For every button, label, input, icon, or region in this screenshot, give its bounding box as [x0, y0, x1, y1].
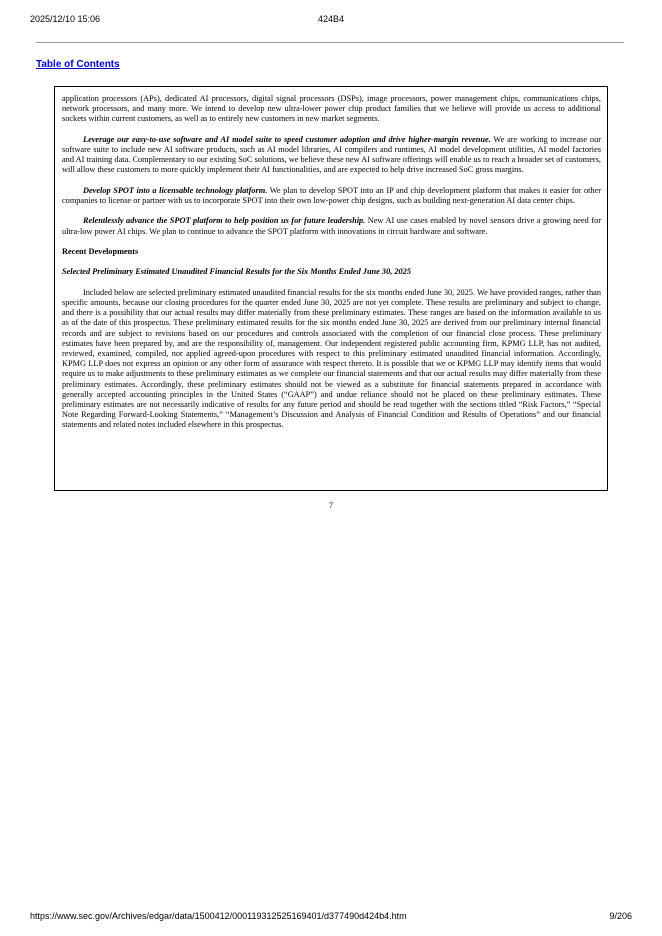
paragraph-spot-licensing [62, 186, 601, 206]
paragraph-software-strategy [62, 135, 601, 176]
strategy-lead-software: Leverage our easy-to-use software and AI model suite to speed customer adoption and drive higher-margin revenue. [83, 134, 491, 144]
paragraph-preliminary-results: Included below are selected preliminary estimated unaudited financial results for the six months ended June 30, 2025. We have provided ranges, rather than specific amounts, because our closing procedures for the quarter ended June 30, 2025 are not yet complete. These results are preliminary and subject to change, and there is a possibility that our actual results may differ materially from these preliminary estimates. These ranges are based on the information available to us as of the date of this prospectus. These preliminary estimated results for the six months ended June 30, 2025 are derived from our preliminary internal financial records and are subject to revisions based on our procedures and controls associated with the completion of our financial close process. These preliminary estimates have been prepared by, and are the responsibility of, management. Our independent registered public accounting firm, KPMG LLP, has not audited, reviewed, examined, compiled, nor applied agreed-upon procedures with respect to this preliminary estimated unaudited financial information. Accordingly, KPMG LLP does not express an opinion or any other form of assurance with respect thereto. It is possible that we or KPMG LLP may identify items that would require us to make adjustments to these preliminary estimates as we complete our financial statements and that our actual results may differ materially from these preliminary estimates. Accordingly, these preliminary estimates should not be viewed as a substitute for financial statements prepared in accordance with generally accepted accounting principles in the United States (“GAAP”) and undue reliance should not be placed on these preliminary estimates. These preliminary estimates are not necessarily indicative of results for any future period and should be read together with the sections titled “Risk Factors,” “Special Note Regarding Forward-Looking Statements,” “Management’s Discussion and Analysis of Financial Condition and Results of Operations” and our financial statements and related notes included elsewhere in this prospectus. [62, 287, 601, 430]
print-url: https://www.sec.gov/Archives/edgar/data/1500412/000119312525169401/d377490d424b4.htm [30, 911, 407, 921]
heading-recent-developments: Recent Developments [62, 246, 139, 256]
print-page-count: 9/206 [609, 911, 632, 921]
strategy-text-advance: New AI use cases enabled by novel sensors drive a growing need for ultra-low power AI chips. We plan to continue to advance the SPOT platform with innovations in circuit hardware and software. [62, 216, 601, 236]
print-footer [30, 911, 632, 923]
table-of-contents-link[interactable]: Table of Contents [36, 59, 120, 70]
strategy-lead-advance: Relentlessly advance the SPOT platform to help position us for future leadership. [83, 216, 366, 226]
print-doc-title: 424B4 [317, 14, 345, 24]
strategy-text-software: We are working to increase our software suite to include new AI software products, such as AI model libraries, AI compilers and runtimes, AI model development utilities, AI model factories and AI training data. Complementary to our existing SoC solutions, we believe these new AI software offerings will enable us to reach a broader set of customers, will allow these customers to more quickly implement their AI functionalities, and are expected to help drive increased SoC gross margins. [62, 134, 601, 175]
strategy-text-licensing: We plan to develop SPOT into an IP and chip development platform that makes it easier for other companies to license or partner with us to incorporate SPOT into their own low-power chip designs, such as building next-generation AI data center chips. [62, 185, 601, 205]
print-datetime: 2025/12/10 15:06 [30, 14, 101, 24]
header-divider [36, 42, 624, 43]
paragraph-target-markets: application processors (APs), dedicated AI processors, digital signal processors (DSPs), image processors, power management chips, communications chips, network processors, and many more. We intend to develop new ultra-lower power chip product families that we believe will provide us access to additional sockets within current customers, as well as to entirely new customers in new market segments. [62, 94, 601, 124]
heading-preliminary-results: Selected Preliminary Estimated Unaudited Financial Results for the Six Months Ended June 30, 2025 [62, 267, 411, 277]
paragraph-spot-advance [62, 216, 601, 236]
strategy-lead-licensing: Develop SPOT into a licensable technology platform. [83, 185, 268, 195]
print-header [30, 14, 632, 28]
page-number: 7 [328, 501, 334, 510]
prospectus-content-box [54, 86, 608, 491]
